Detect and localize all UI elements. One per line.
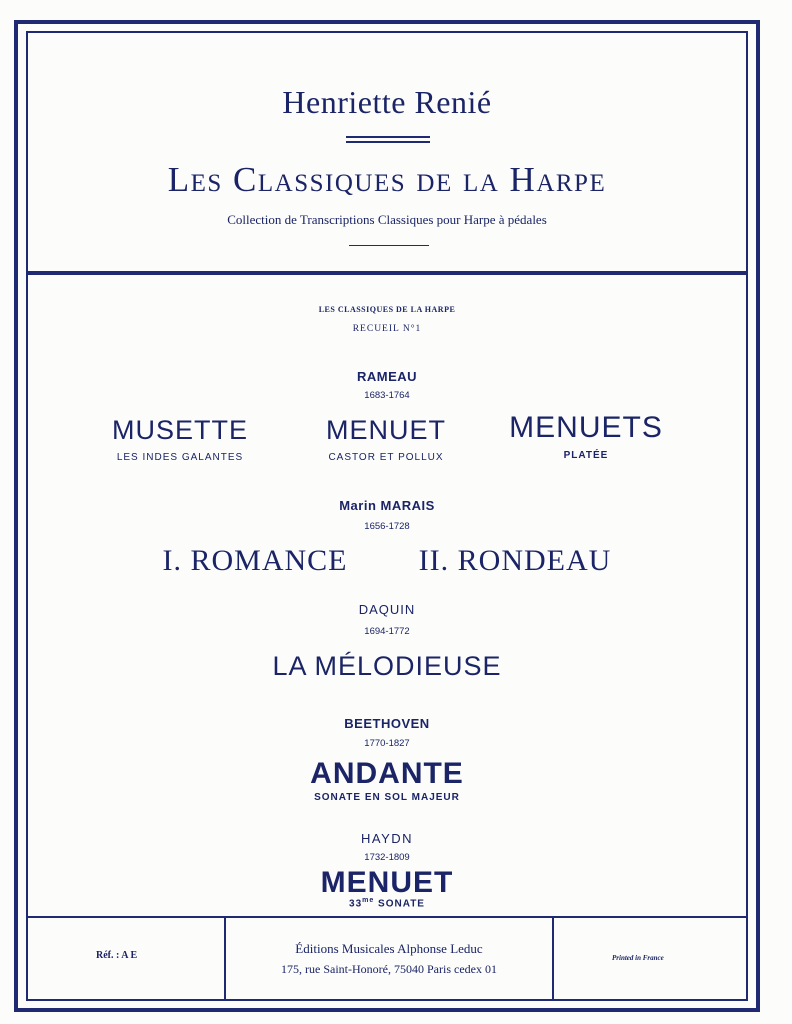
composer-dates: 1694-1772 [364, 626, 410, 637]
composer-dates: 1683-1764 [364, 390, 410, 401]
piece-title: ANDANTE [310, 757, 464, 790]
composer-dates: 1656-1728 [364, 521, 410, 532]
sonata-number: 33 [349, 898, 363, 910]
subtitle-rule [349, 245, 429, 246]
composer-dates: 1732-1809 [364, 852, 410, 863]
printed-in-label: Printed in France [612, 954, 664, 962]
composer-name: Marin MARAIS [339, 498, 435, 513]
footer-divider [26, 916, 748, 918]
composer-name: RAMEAU [356, 369, 418, 384]
collection-subtitle: Collection de Transcriptions Classiques pour Harpe à pédales [227, 212, 547, 227]
piece-title: LA MÉLODIEUSE [272, 651, 502, 681]
volume-label: RECUEIL N°1 [352, 324, 422, 334]
author-name: Henriette Renié [282, 84, 492, 120]
footer-col-divider-left [224, 918, 226, 999]
piece-subtitle: SONATE EN SOL MAJEUR [314, 792, 460, 803]
piece-title: I. ROMANCE [162, 544, 348, 577]
sonata-label: SONATE [374, 898, 425, 910]
header-divider [26, 271, 748, 275]
composer-name: HAYDN [360, 831, 414, 846]
piece-subtitle: CASTOR ET POLLUX [328, 452, 444, 463]
piece-subtitle: LES INDES GALANTES [116, 452, 244, 463]
sonata-ordinal: me [362, 897, 375, 904]
piece-title: II. RONDEAU [418, 544, 612, 577]
composer-name: BEETHOVEN [344, 716, 430, 731]
piece-romance [140, 544, 370, 578]
piece-title: MENUET [326, 415, 446, 445]
footer-col-divider-right [552, 918, 554, 999]
piece-musette [90, 415, 270, 463]
piece-subtitle [26, 897, 748, 909]
reference-code: Réf. : A E [96, 950, 138, 961]
composer-name: DAQUIN [358, 602, 416, 617]
composer-dates: 1770-1827 [364, 738, 410, 749]
piece-title: MENUET [320, 866, 454, 899]
ornament-line-bottom [346, 141, 430, 143]
publisher-name: Éditions Musicales Alphonse Leduc [295, 941, 483, 956]
publisher-address: 175, rue Saint-Honoré, 75040 Paris cedex 01 [281, 962, 497, 976]
piece-rondeau [400, 544, 630, 578]
piece-menuet-rameau [296, 415, 476, 463]
piece-menuets [496, 411, 676, 461]
piece-title: MENUETS [509, 411, 663, 444]
series-label: LES CLASSIQUES DE LA HARPE [318, 305, 456, 314]
collection-title: Les Classiques de la Harpe [167, 160, 607, 199]
piece-title: MUSETTE [111, 415, 248, 445]
piece-subtitle: PLATÉE [563, 450, 609, 461]
ornament-line-top [346, 136, 430, 138]
